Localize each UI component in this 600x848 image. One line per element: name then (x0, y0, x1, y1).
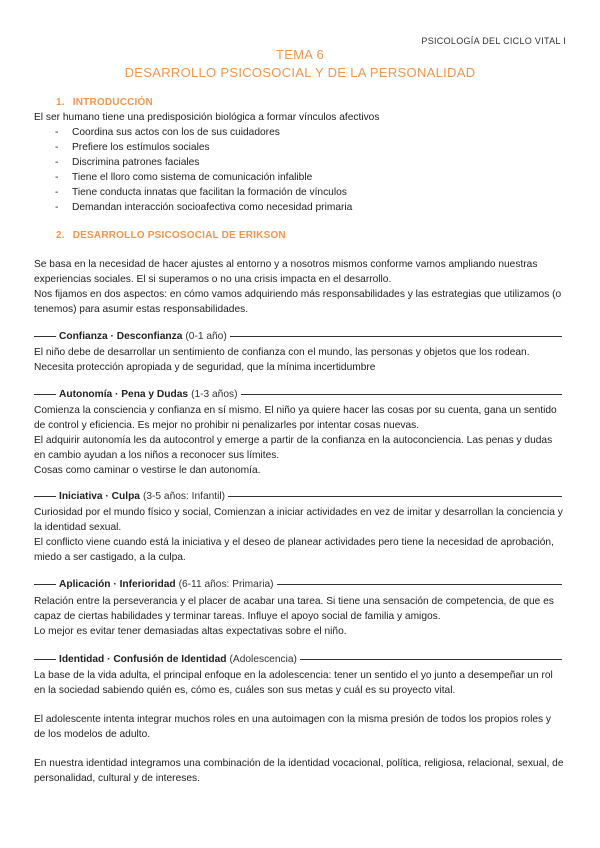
intro-bullet-list (55, 125, 555, 215)
list-item: - Coordina sus actos con los de sus cuidadores (55, 125, 555, 140)
divider (300, 659, 562, 660)
list-item: - Prefiere los estímulos sociales (55, 140, 555, 155)
stage-paragraph: El adquirir autonomía les da autocontrol y emerge a partir de la confianza en la autoconciencia. Las penas y dudas en cambio ayudan a los niños a reconocer sus límites. (34, 435, 553, 461)
erikson-paragraph-2: Nos fijamos en dos aspectos: en cómo vamos adquiriendo más responsabilidades y las estrategias que utilizamos (o tenemos) para asumir estas responsabilidades. (34, 289, 562, 315)
stage-heading-identidad (34, 654, 562, 665)
stage-paragraph: El conflicto viene cuando está la iniciativa y el deseo de planear actividades pero tiene la necesidad de aprobación, miedo a ser castigado, a la culpa. (34, 537, 554, 563)
divider (34, 584, 56, 585)
divider (228, 496, 562, 497)
divider (241, 394, 563, 395)
stage-name: Identidad · Confusión de Identidad (59, 654, 227, 665)
section-heading-introduccion (56, 97, 153, 108)
stage-paragraph: Curiosidad por el mundo físico y social, Comienzan a iniciar actividades en vez de imitar y desarrollan la conciencia y la identidad sexual. (34, 507, 563, 533)
list-item: - Demandan interacción socioafectiva como necesidad primaria (55, 200, 555, 215)
stage-paragraph: Comienza la consciencia y confianza en sí mismo. El niño ya quiere hacer las cosas por su cuenta, gana un sentido de control y eficiencia. Es mejor no prohibir ni penalizarles por intentar cosas nuevas. (34, 405, 557, 431)
stage-name: Confianza · Desconfianza (59, 331, 183, 342)
stage-age: (0-1 año) (185, 331, 227, 342)
divider (230, 336, 562, 337)
stage-heading-confianza (34, 331, 562, 342)
page-title: DESARROLLO PSICOSOCIAL Y DE LA PERSONALIDAD (124, 65, 476, 80)
divider (34, 659, 56, 660)
stage-age: (1-3 años) (191, 389, 238, 400)
list-item: - Tiene conducta innatas que facilitan la formación de vínculos (55, 185, 555, 200)
stage-heading-aplicacion (34, 579, 562, 590)
section-number: 1. (56, 97, 65, 108)
list-item: - Tiene el lloro como sistema de comunicación infalible (55, 170, 555, 185)
topic-number: TEMA 6 (275, 47, 325, 62)
divider (34, 496, 56, 497)
stage-name: Iniciativa · Culpa (59, 491, 140, 502)
stage-paragraph: Lo mejor es evitar tener demasiadas altas expectativas sobre el niño. (34, 626, 347, 637)
stage-age: (3-5 años: Infantil) (142, 491, 226, 502)
course-header: PSICOLOGÍA DEL CICLO VITAL I (421, 36, 566, 46)
stage-paragraph: La base de la vida adulta, el principal enfoque en la adolescencia: tener un sentido el yo junto a desempeñar un rol en la sociedad sabiendo quién es, cómo es, cuáles son sus metas y cuál es su proyecto vital. (34, 670, 553, 696)
stage-age: (Adolescencia) (229, 654, 297, 665)
stage-paragraph: El adolescente intenta integrar muchos roles en una autoimagen con la misma presión de todos los propios roles y de los modelos de adulto. (34, 714, 552, 740)
stage-paragraph: El niño debe de desarrollar un sentimiento de confianza con el mundo, las personas y objetos que los rodean. Necesita protección apropiada y de seguridad, que la mínima incertidumbre (34, 347, 530, 373)
list-item: - Discrimina patrones faciales (55, 155, 555, 170)
stage-paragraph: Cosas como caminar o vestirse le dan autonomía. (34, 465, 261, 476)
section-label: DESARROLLO PSICOSOCIAL DE ERIKSON (72, 230, 286, 241)
section-number: 2. (56, 230, 65, 241)
intro-lead: El ser humano tiene una predisposición biológica a formar vínculos afectivos (34, 112, 380, 123)
divider (277, 584, 562, 585)
section-heading-erikson (56, 230, 286, 241)
stage-paragraph: Relación entre la perseverancia y el placer de acabar una tarea. Si tiene una sensación de competencia, de que es capaz de ciertas habilidades y terminar tareas. Influye el apoyo social de familia y amigos. (34, 596, 554, 622)
erikson-paragraph-1: Se basa en la necesidad de hacer ajustes al entorno y a nosotros mismos conforme vamos ampliando nuestras experiencias sociales. El si superamos o no una crisis impacta en el desarrollo. (34, 259, 538, 285)
stage-age: (6-11 años: Primaria) (178, 579, 274, 590)
divider (34, 336, 56, 337)
stage-heading-autonomia (34, 389, 562, 400)
stage-paragraph: En nuestra identidad integramos una combinación de la identidad vocacional, política, religiosa, relacional, sexual, de personalidad, cultural y de intereses. (34, 758, 564, 784)
stage-name: Autonomía · Pena y Dudas (59, 389, 189, 400)
stage-name: Aplicación · Inferioridad (59, 579, 176, 590)
section-label: INTRODUCCIÓN (72, 97, 153, 108)
divider (34, 394, 56, 395)
stage-heading-iniciativa (34, 491, 562, 502)
